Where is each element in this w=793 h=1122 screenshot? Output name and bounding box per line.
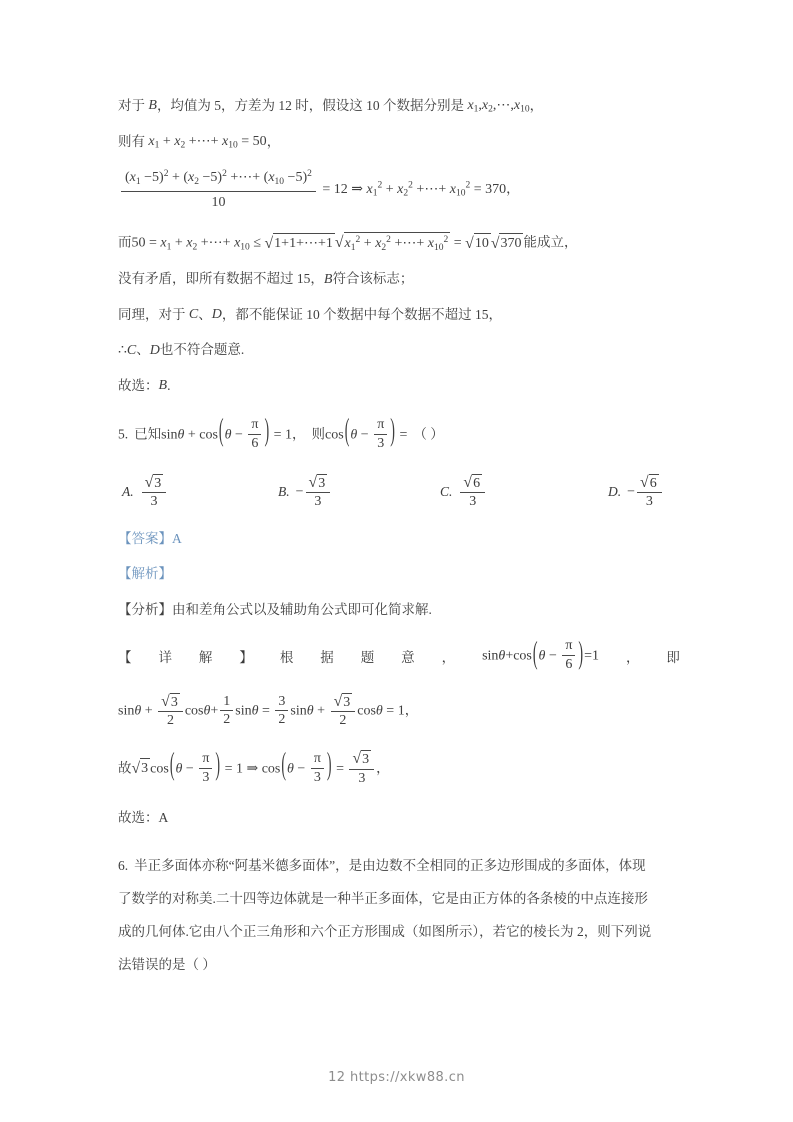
answer-row [118,530,680,548]
solution-line-1-mid: ，均值为 5，方差为 12 时，假设这 10 个数据分别是 [156,98,465,113]
answer-tag: 【答案】 [118,531,172,547]
option-a-value: √ $\frac{3}{3}$ [140,474,169,510]
xiangjie-comma-2: ， [625,650,640,666]
step-1-row [118,693,680,729]
option-d-value: − √ $\frac{6}{3}$ [627,474,664,510]
solution-line-2 [118,133,680,153]
solution-answer-period: . [167,377,171,393]
question-5-number: 5. [118,426,129,442]
question-6-number: 6. [118,858,129,874]
fenxi-tag: 【分析】 [118,601,172,617]
xiangjie-char-ju: 据 [320,650,334,666]
question-5-expression-2: cos(θ − $\frac{\pi}{3}$ ) = [325,415,408,451]
variance-denominator: 10 [211,194,226,210]
xiangjie-row [118,639,680,673]
solution-line-6 [118,306,680,325]
solution-line-5-var: B [323,271,333,287]
xiangjie-tail: 即 [666,650,680,666]
solution-line-2-suffix: ， [266,133,281,149]
solution-line-7-sep: 、 [136,342,150,358]
question-6-line-1 [118,849,680,882]
variable-b: B [148,98,157,114]
sqrt-ones: √ 1+1+⋯+1 [265,233,335,254]
answer-value: A [172,531,182,547]
xiangjie-char-gen: 根 [279,650,294,666]
question-5-options [118,474,680,516]
solution-line-6-a: 同理，对于 [118,306,186,322]
solution-line-7-b: 也不符合题意. [159,342,245,358]
solution-line-8 [118,377,680,396]
xiangjie-char-yi: 意 [401,650,415,666]
data-variable-list: x1,x2,⋯,x10 [467,98,530,115]
option-a-label: A. [122,484,134,500]
solution-line-1-suffix: ， [529,98,544,113]
step-1-equation: sinθ + √ $\frac{3}{2}$ cosθ+ $\frac{1}{2}$ sinθ = $\frac{3}{2}$ sinθ + √ $\frac{3}{2}$ cosθ = 1 [118,693,405,729]
xiangjie-char-xiang: 详 [158,650,172,666]
xiangjie-char-jie: 解 [198,650,213,666]
xiangjie-char-ti: 题 [360,650,375,666]
analysis-row [118,565,680,583]
solution-line-6-sep: 、 [198,306,212,322]
sqrt-squares: √ $x1^2 + x2^2$ +⋯+ $x10^2$ [335,232,450,255]
option-d-label: D. [608,484,622,500]
solution-line-5-a: 没有矛盾，即所有数据不超过 15， [118,271,324,287]
variance-equation: $\frac{(x1 -5)^2 + (x2 -5)^2 +\cdots+ (x10 -5)^2}{10}$ = 12 ⇒ $x1^2 + x2^2$ +⋯+ $x10^2 = 370$ [118,168,506,211]
question-6-line-3: 成的几何体.它由八个正三角形和六个正方形围成（如图所示），若它的棱长为 2，则下列说 [118,924,652,940]
conclusion-value: A [158,809,169,825]
question-6-text-1: 半正多面体亦称“阿基米德多面体”，是由边数不全相同的正多边形围成的多面体，体现 [134,858,646,874]
question-6-line-2: 了数学的对称美.二十四等边体就是一种半正多面体，它是由正方体的各条棱的中点连接形 [118,891,648,907]
sum-equation: x1 + x2 +⋯+ x10 = 50 [148,133,267,151]
solution-answer-prefix: 故选： [118,377,159,393]
therefore-symbol: ∴ [118,342,127,358]
page-content [118,97,680,981]
solution-line-6-b: ，都不能保证 10 个数据中每个数据不超过 15， [221,306,502,322]
option-a[interactable] [122,474,168,510]
xiangjie-bracket-close: 】 [239,650,253,666]
solution-line-6-var-c: C [188,307,199,323]
fenxi-text: 由和差角公式以及辅助角公式即可化简求解. [172,601,432,617]
solution-line-7-var-c: C [126,342,137,358]
question-5-expression-1: sinθ + cos(θ − $\frac{\pi}{6}$ ) = 1 [161,415,293,451]
question-5-comma: ， [292,426,306,442]
solution-line-4-suffix: 能成立， [523,234,578,250]
question-6 [118,849,680,981]
step-2-comma: ， [376,759,390,775]
option-b-value: − √ $\frac{3}{3}$ [296,474,333,510]
solution-line-7 [118,341,680,360]
solution-answer-value: B [158,377,168,393]
fenxi-row [118,601,680,619]
xiangjie-comma: ， [441,650,456,666]
paren-group-1: (θ − $\frac{\pi}{6}$ ) [218,415,270,451]
step-2-row [118,751,680,787]
option-c[interactable] [440,474,487,510]
page-footer [0,1070,793,1085]
question-5-conclusion [118,809,680,827]
footer-text: 12 https://xkw88.cn [328,1070,465,1085]
solution-line-5 [118,270,680,289]
option-c-label: C. [440,484,453,500]
step-2-equation: √ 3 cos(θ − $\frac{\pi}{3}$ ) = 1 ⇒ cos(θ − $\frac{\pi}{3}$ ) = √ $\frac{3}{3}$ [132,751,377,787]
conclusion-prefix: 故选： [118,809,159,825]
option-b-label: B. [278,484,290,500]
variance-fraction [121,168,316,211]
cauchy-inequality: 50 = x1 + x2 +⋯+ x10 ≤ √ 1+1+⋯+1 √ $x1^2 + x2^2$ +⋯+ $x10^2$ = √ 10 √ 370 [132,232,524,255]
solution-line-4-prefix: 而 [118,234,132,250]
option-c-value: √ $\frac{6}{3}$ [458,474,487,510]
question-5-mid: 则 [311,426,326,442]
step-2-prefix: 故 [118,759,132,775]
paren-group-2: (θ − $\frac{\pi}{3}$ ) [344,415,395,451]
xiangjie-expression: sinθ+cos(θ − $\frac{\pi}{6}$ )=1 [482,637,599,672]
option-b[interactable] [278,474,332,510]
solution-line-5-b: 符合该标志； [332,271,414,287]
question-6-line-4: 法错误的是（ ） [118,957,216,973]
solution-line-6-var-d: D [211,307,222,323]
solution-line-4 [118,232,680,255]
analysis-tag: 【解析】 [118,566,172,582]
solution-line-2-prefix: 则有 [118,133,145,149]
question-5-prefix: 已知 [134,426,162,442]
solution-line-7-var-d: D [149,342,160,358]
solution-line-3-suffix: ， [506,181,520,197]
xiangjie-bracket-open: 【 [118,650,132,666]
question-5-choice-marks: （ ） [413,426,444,442]
step-1-comma: ， [404,702,419,718]
solution-line-1-prefix: 对于 [118,98,145,113]
option-d[interactable] [608,474,664,510]
solution-line-3 [118,168,680,211]
sqrt-370: √ 370 [491,233,524,254]
variance-numerator: $(x1 -5)^2 + (x2 -5)^2$ +⋯+ $(x10 -5)^2$ [121,168,316,191]
solution-line-1 [118,97,680,117]
sqrt-ten: √ 10 [465,233,491,254]
question-5-stem [118,415,680,452]
